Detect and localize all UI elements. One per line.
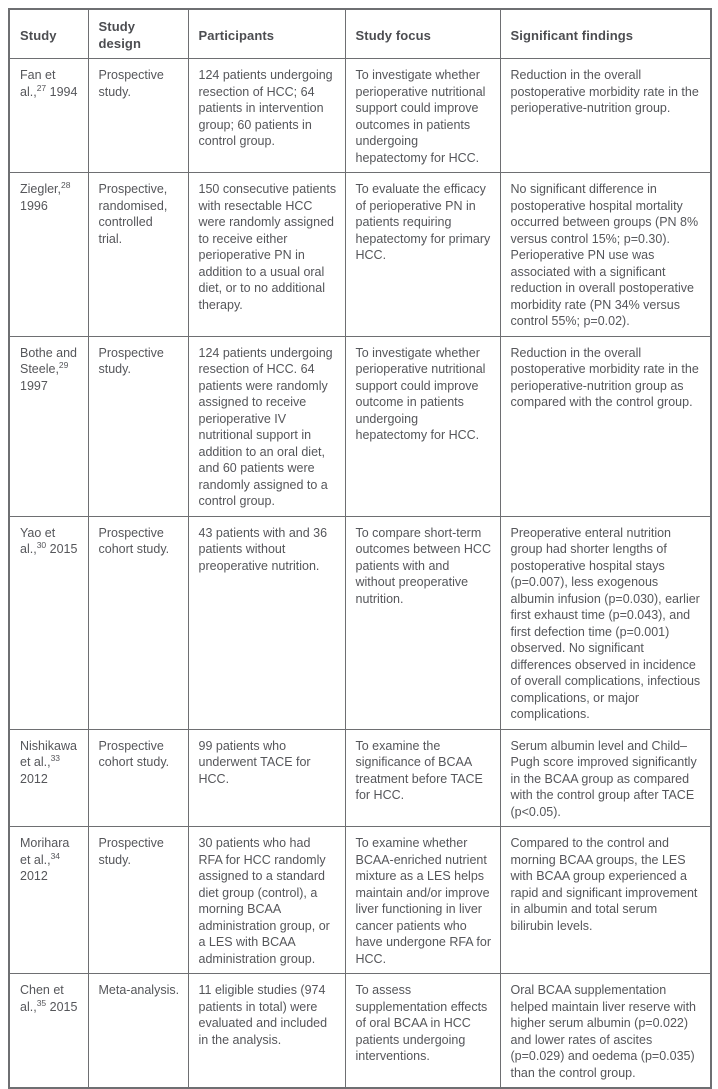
table-row — [9, 827, 711, 974]
design-cell: Meta-analysis. — [88, 974, 188, 1089]
study-cell — [9, 729, 88, 827]
study-name: Yao et al., — [20, 525, 56, 557]
study-cell — [9, 516, 88, 729]
design-cell: Prospective cohort study. — [88, 516, 188, 729]
reference-number: 35 — [36, 997, 47, 1008]
study-year: 1997 — [20, 378, 48, 393]
column-header-study: Study — [9, 9, 88, 59]
participants-cell: 99 patients who underwent TACE for HCC. — [188, 729, 345, 827]
table-row — [9, 729, 711, 827]
reference-number: 34 — [50, 850, 61, 861]
findings-cell: Preoperative enteral nutrition group had shorter lengths of postoperative hospital stays (p=0.007), less exogenous albumin infusion (p=0.030), earlier first exhaust time (p=0.043), and first defection time (p=0.001) observed. No significant differences observed in incidence of overall complications, infectious complications, or major complications. — [500, 516, 711, 729]
table-header — [9, 9, 711, 59]
table-row — [9, 336, 711, 516]
column-header-study-design: Study design — [88, 9, 188, 59]
focus-cell: To evaluate the efficacy of perioperative PN in patients requiring hepatectomy for primary HCC. — [345, 173, 500, 337]
focus-cell: To investigate whether perioperative nutritional support could improve outcomes in patients undergoing hepatectomy for HCC. — [345, 59, 500, 173]
study-cell — [9, 59, 88, 173]
participants-cell: 124 patients undergoing resection of HCC; 64 patients in intervention group; 60 patients in control group. — [188, 59, 345, 173]
study-year: 2015 — [49, 999, 78, 1014]
study-name: Fan et al., — [20, 68, 56, 99]
focus-cell: To investigate whether perioperative nutritional support could improve outcome in patients undergoing hepatectomy for HCC. — [345, 336, 500, 516]
focus-cell: To examine whether BCAA-enriched nutrient mixture as a LES helps maintain and/or improve liver functioning in liver cancer patients who have undergone RFA for HCC. — [345, 827, 500, 974]
participants-cell: 43 patients with and 36 patients without preoperative nutrition. — [188, 516, 345, 729]
study-year: 2012 — [20, 771, 48, 786]
design-cell: Prospective study. — [88, 336, 188, 516]
reference-number: 27 — [36, 82, 47, 93]
participants-cell: 150 consecutive patients with resectable HCC were randomly assigned to receive either perioperative PN in addition to a usual oral diet, or to no additional therapy. — [188, 173, 345, 337]
reference-number: 33 — [50, 753, 61, 764]
study-name: Nishikawa et al., — [20, 738, 77, 770]
column-header-significant-findings: Significant findings — [500, 9, 711, 59]
reference-number: 30 — [36, 540, 47, 551]
findings-cell: Oral BCAA supplementation helped maintain liver reserve with higher serum albumin (p=0.022) and lower rates of ascites (p=0.029) and oedema (p=0.035) than the control group. — [500, 974, 711, 1089]
table-row — [9, 173, 711, 337]
findings-cell: Serum albumin level and Child–Pugh score improved significantly in the BCAA group as compared with the control group after TACE (p<0.05). — [500, 729, 711, 827]
focus-cell: To assess supplementation effects of oral BCAA in HCC patients undergoing interventions. — [345, 974, 500, 1089]
table-row — [9, 59, 711, 173]
study-name: Ziegler, — [20, 182, 61, 197]
study-cell — [9, 173, 88, 337]
study-year: 2015 — [49, 542, 78, 557]
findings-cell: Reduction in the overall postoperative morbidity rate in the perioperative-nutrition group. — [500, 59, 711, 173]
column-header-study-focus: Study focus — [345, 9, 500, 59]
studies-table — [8, 8, 712, 1089]
participants-cell: 30 patients who had RFA for HCC randomly assigned to a standard diet group (control), a morning BCAA administration group, or a LES with BCAA administration group. — [188, 827, 345, 974]
study-year: 1996 — [20, 198, 48, 213]
column-header-participants: Participants — [188, 9, 345, 59]
study-cell — [9, 827, 88, 974]
design-cell: Prospective study. — [88, 59, 188, 173]
study-name: Chen et al., — [20, 983, 64, 1014]
study-cell — [9, 974, 88, 1089]
findings-cell: No significant difference in postoperative hospital mortality occurred between groups (PN 8% versus control 15%; p=0.30). Perioperative PN use was associated with a significant reduction in overall postoperative morbidity rate (PN 34% versus control 55%; p=0.02). — [500, 173, 711, 337]
findings-cell: Reduction in the overall postoperative morbidity rate in the perioperative-nutrition group as compared with the control group. — [500, 336, 711, 516]
design-cell: Prospective, randomised, controlled trial. — [88, 173, 188, 337]
study-year: 1994 — [49, 84, 78, 99]
table-row — [9, 516, 711, 729]
design-cell: Prospective study. — [88, 827, 188, 974]
reference-number: 28 — [61, 180, 71, 191]
reference-number: 29 — [58, 360, 69, 371]
table-row — [9, 974, 711, 1089]
participants-cell: 124 patients undergoing resection of HCC. 64 patients were randomly assigned to receive perioperative IV nutritional support in addition to an oral diet, and 60 patients were randomly assigned to a control group. — [188, 336, 345, 516]
findings-cell: Compared to the control and morning BCAA groups, the LES with BCAA group experienced a rapid and significant improvement in albumin and total serum bilirubin levels. — [500, 827, 711, 974]
study-name: Bothe and Steele, — [20, 345, 77, 377]
focus-cell: To compare short-term outcomes between HCC patients with and without preoperative nutrition. — [345, 516, 500, 729]
participants-cell: 11 eligible studies (974 patients in total) were evaluated and included in the analysis. — [188, 974, 345, 1089]
study-year: 2012 — [20, 869, 48, 884]
focus-cell: To examine the significance of BCAA treatment before TACE for HCC. — [345, 729, 500, 827]
study-name: Morihara et al., — [20, 836, 70, 867]
study-cell — [9, 336, 88, 516]
design-cell: Prospective cohort study. — [88, 729, 188, 827]
